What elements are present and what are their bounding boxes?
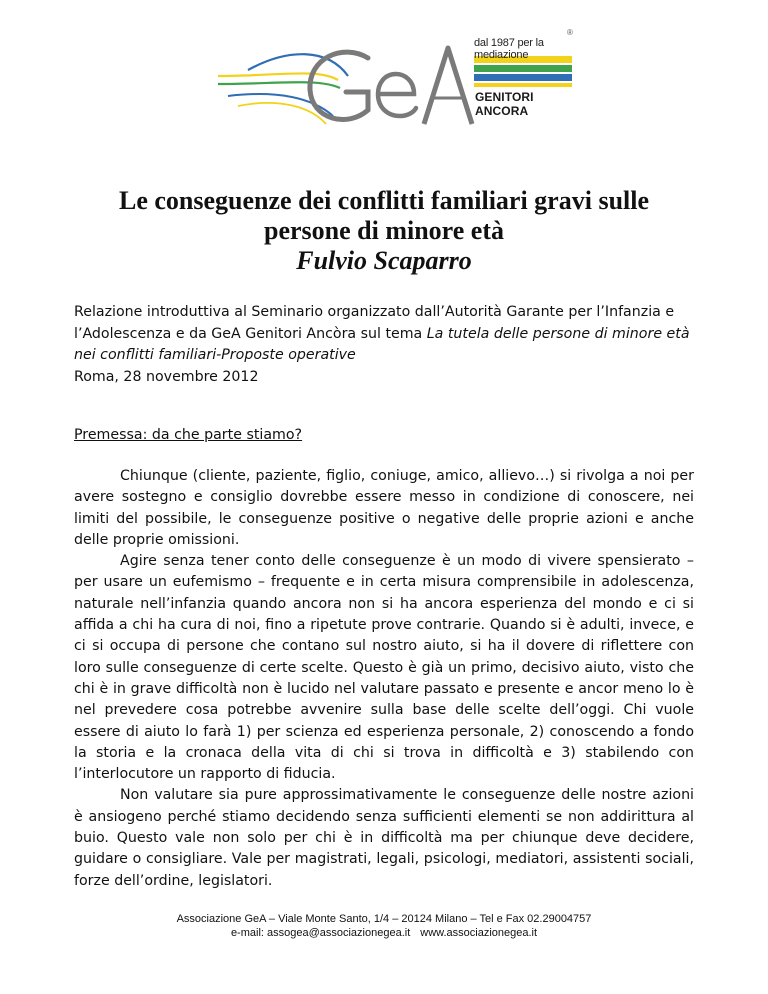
footer-website[interactable]: www.associazionegea.it [420,927,538,939]
title-line-1: Le conseguenze dei conflitti familiari gravi sulle [118,186,650,215]
intro-place-date: Roma, 28 novembre 2012 [74,368,259,385]
document-title [40,186,728,276]
registered-mark: ® [567,28,573,37]
intro-block [74,302,699,388]
footer-address: Associazione GeA – Viale Monte Santo, 1/4 – 20124 Milano – Tel e Fax 02.29004757 [176,913,592,925]
paragraph-2: Agire senza tener conto delle conseguenze è un modo di vivere spensierato – per usare un eufemismo – frequente e in certa misura comprensibile in adolescenza, naturale nell’infanzia quando ancora non si ha ancora esperienza del mondo e ci si affida a chi ha cura di noi, fino a ripetute prove contrarie. Quando si è adulti, invece, e ci si occupa di persone che contano sul nostro aiuto, si ha il dovere di riflettere con loro sulle conseguenze di certe scelte. Questo è già un primo, decisivo aiuto, visto che chi è in grave difficoltà non è lucido nel valutare passato e presente e ancor meno lo è nel prevedere cosa potrebbe avvenire sulla base delle scelte dell’oggi. Chi vuole essere di aiuto lo farà 1) per scienza ed esperienza personale, 2) conoscendo a fondo la storia e la cronaca della vita di chi si trova in difficoltà e 3) stabilendo con l’interlocutore un rapporto di fiducia. [74,553,694,783]
paragraph-3: Non valutare sia pure approssimativamente le conseguenze delle nostre azioni è ansiogeno perché stiamo decidendo senza sufficienti elementi se non addirittura al buio. Questo vale non solo per chi è in difficoltà ma per chiunque deve decidere, guidare o consigliare. Vale per magistrati, legali, psicologi, mediatori, assistenti sociali, forze dell’ordine, legislatori. [74,787,694,889]
logo-brand-name: GENITORI ANCORA [475,90,534,118]
paragraph-1: Chiunque (cliente, paziente, figlio, coniuge, amico, allievo…) si rivolga a noi per avere sostegno e consiglio dovrebbe essere messo in condizione di conoscere, nei limiti del possibile, le conseguenze positive o negative delle proprie azioni e anche delle proprie omissioni. [74,468,694,548]
section-heading: Premessa: da che parte stiamo? [74,427,303,443]
intro-theme: La tutela delle persone di minore età nei conflitti familiari-Proposte operative [74,325,690,363]
title-author: Fulvio Scaparro [296,246,472,275]
title-line-2: persone di minore età [264,216,504,245]
logo-tagline: dal 1987 per la mediazione [474,37,544,61]
footer-contacts [0,926,768,940]
footer-email[interactable]: e-mail: assogea@associazionegea.it [230,927,411,939]
gea-logo [218,28,578,138]
body-text [74,466,694,892]
intro-text [74,302,699,367]
page-footer [0,912,768,940]
intro-lead: Relazione introduttiva al Seminario organizzato dall’Autorità Garante per l’Infanzia e l’Adolescenza e da GeA Genitori Ancòra sul tema [74,304,675,342]
